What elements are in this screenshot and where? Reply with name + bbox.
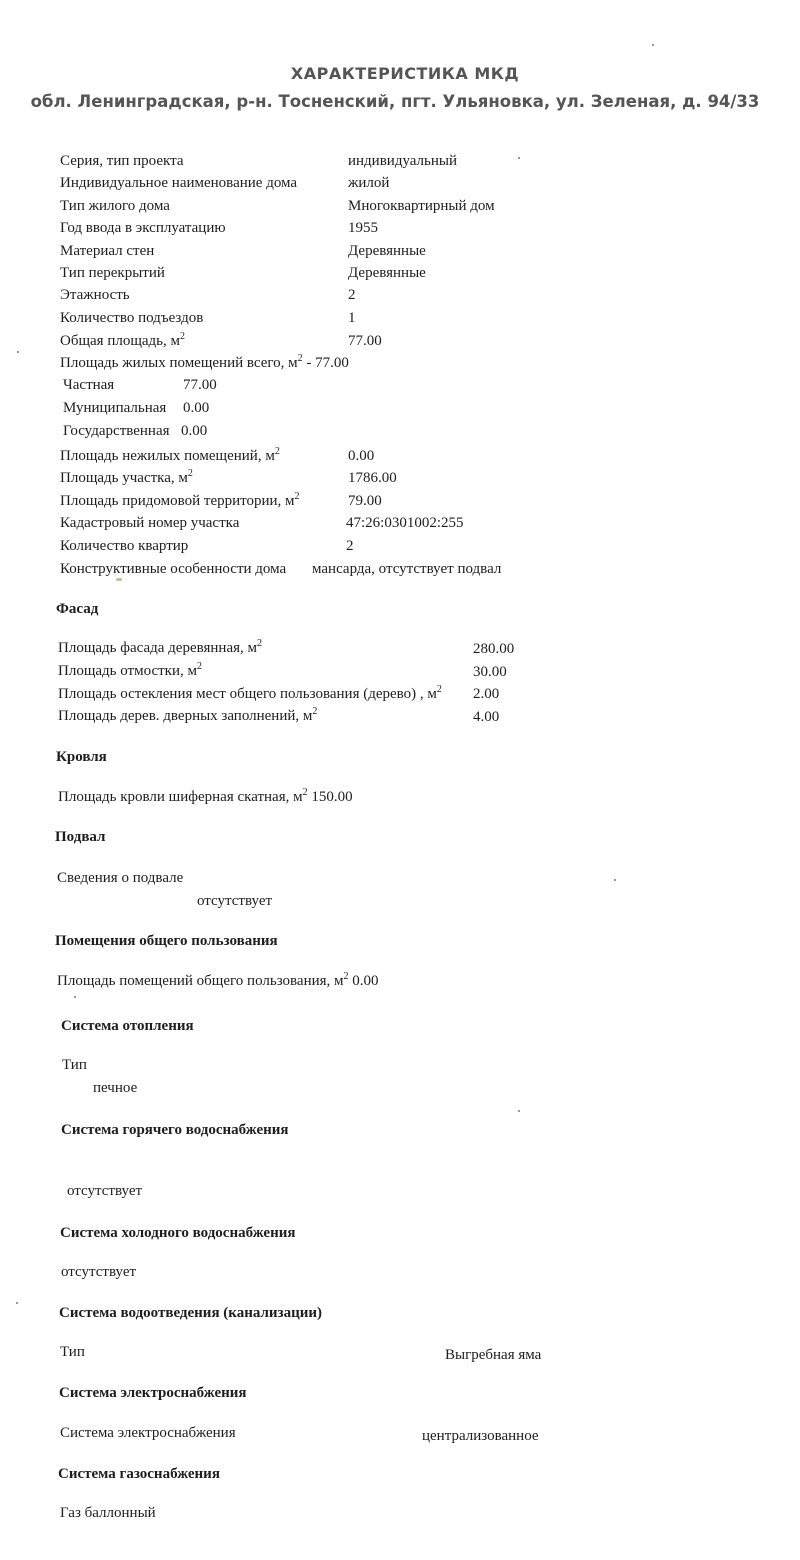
row-label: Материал стен <box>60 243 155 259</box>
row-label: Серия, тип проекта <box>60 153 184 169</box>
basement-heading: Подвал <box>55 829 106 845</box>
sewer-type-label: Тип <box>60 1344 85 1360</box>
ownership-value: 0.00 <box>181 423 208 439</box>
row-value: Деревянные <box>348 243 426 259</box>
row-value: жилой <box>348 175 390 191</box>
blind-area-value: 30.00 <box>473 664 507 680</box>
row-label: Индивидуальное наименование дома <box>60 175 298 191</box>
ownership-value: 77.00 <box>183 377 217 393</box>
cadastral-value: 47:26:0301002:255 <box>346 515 464 531</box>
facade-area-label: Площадь фасада деревянная, $м^2$ <box>58 638 262 656</box>
electric-value: централизованное <box>422 1428 539 1444</box>
gas-value: Газ баллонный <box>60 1505 156 1521</box>
heating-type-value: печное <box>93 1080 138 1096</box>
features-label: Конструктивные особенности дома <box>60 561 287 577</box>
row-value: Многоквартирный дом <box>348 198 495 214</box>
ownership-label: Государственная <box>63 423 170 439</box>
nonresidential-label: Площадь нежилых помещений, $м^2$ <box>60 446 280 464</box>
row-label: Тип жилого дома <box>60 198 170 214</box>
scan-speck <box>652 44 654 46</box>
gas-heading: Система газоснабжения <box>58 1466 220 1482</box>
sewer-heading: Система водоотведения (канализации) <box>59 1305 322 1321</box>
cold-water-heading: Система холодного водоснабжения <box>60 1225 296 1241</box>
roof-area-row: Площадь кровли шиферная скатная, $м^2$ 150.00 <box>58 787 353 805</box>
scan-speck <box>17 351 19 353</box>
row-value: Деревянные <box>348 265 426 281</box>
yard-area-value: 79.00 <box>348 493 382 509</box>
cadastral-label: Кадастровый номер участка <box>60 515 240 531</box>
sewer-type-value: Выгребная яма <box>445 1347 542 1363</box>
facade-area-value: 280.00 <box>473 641 515 657</box>
apartments-label: Количество квартир <box>60 538 189 554</box>
door-area-value: 4.00 <box>473 709 500 725</box>
common-area-row: Площадь помещений общего пользования, $м^2$ 0.00 <box>57 971 379 989</box>
row-label: Год ввода в эксплуатацию <box>60 220 226 236</box>
living-area-row: Площадь жилых помещений всего, $м^2 - 77.00$ <box>60 353 349 371</box>
apartments-value: 2 <box>346 538 354 554</box>
heating-type-label: Тип <box>62 1057 87 1073</box>
total-area-value: 77.00 <box>348 333 382 349</box>
ownership-label: Муниципальная <box>63 400 167 416</box>
row-label: Этажность <box>60 287 130 303</box>
document-address: обл. Ленинградская, р-н. Тосненский, пгт. Ульяновка, ул. Зеленая, д. 94/33 <box>30 92 760 111</box>
door-area-label: Площадь дерев. дверных заполнений, $м^2$ <box>58 706 318 724</box>
facade-heading: Фасад <box>56 601 99 617</box>
glazing-area-value: 2.00 <box>473 686 500 702</box>
hot-water-heading: Система горячего водоснабжения <box>61 1122 289 1138</box>
scan-speck <box>16 1302 18 1304</box>
yard-area-label: Площадь придомовой территории, $м^2$ <box>60 491 300 509</box>
electric-heading: Система электроснабжения <box>59 1385 247 1401</box>
scan-speck <box>74 996 76 998</box>
scan-speck <box>518 1110 520 1112</box>
document-title: ХАРАКТЕРИСТИКА МКД <box>290 64 520 83</box>
scan-smudge <box>116 578 122 581</box>
row-value: 2 <box>348 287 356 303</box>
row-value: индивидуальный <box>348 153 458 169</box>
cold-water-value: отсутствует <box>61 1264 137 1280</box>
basement-value: отсутствует <box>197 893 273 909</box>
ownership-value: 0.00 <box>183 400 210 416</box>
heating-heading: Система отопления <box>61 1018 194 1034</box>
ownership-label: Частная <box>63 377 115 393</box>
roof-heading: Кровля <box>56 749 107 765</box>
basement-label: Сведения о подвале <box>57 870 184 886</box>
row-value: 1 <box>348 310 356 326</box>
plot-area-label: Площадь участка, $м^2$ <box>60 468 193 486</box>
total-area-label: Общая площадь, $м^2$ <box>60 331 186 349</box>
blind-area-label: Площадь отмостки, $м^2$ <box>58 661 202 679</box>
row-label: Количество подъездов <box>60 310 204 326</box>
hot-water-value: отсутствует <box>67 1183 143 1199</box>
scan-speck <box>614 879 616 881</box>
nonresidential-value: 0.00 <box>348 448 375 464</box>
row-label: Тип перекрытий <box>60 265 165 281</box>
scan-speck <box>518 157 520 159</box>
glazing-area-label: Площадь остекления мест общего пользования (дерево) , $м^2$ <box>58 684 442 702</box>
plot-area-value: 1786.00 <box>348 470 397 486</box>
row-value: 1955 <box>348 220 378 236</box>
features-value: мансарда, отсутствует подвал <box>312 561 502 577</box>
electric-label: Система электроснабжения <box>60 1425 236 1441</box>
common-heading: Помещения общего пользования <box>55 933 278 949</box>
